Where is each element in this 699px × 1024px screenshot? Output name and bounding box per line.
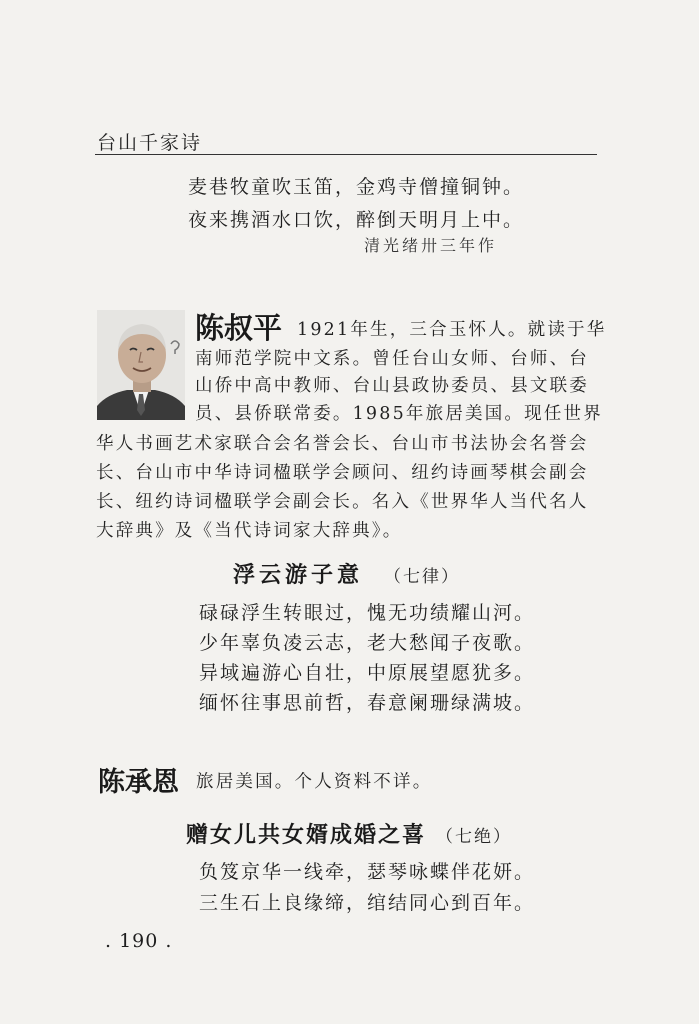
poet1-bio-line-8: 大辞典》及《当代诗词家大辞典》。 xyxy=(96,521,403,541)
prev-poem-line-2: 夜来携酒水口饮，醉倒天明月上中。 xyxy=(188,209,525,231)
poem1-line-4: 缅怀往事思前哲，春意阑珊绿满坡。 xyxy=(199,692,536,714)
poet1-bio-line-5: 华人书画艺术家联合会名誉会长、台山市书法协会名誉会 xyxy=(96,434,589,454)
poem1-line-3: 异域遍游心自壮，中原展望愿犹多。 xyxy=(199,662,536,684)
poem-form-qilv: （七律） xyxy=(384,567,460,587)
poem1-line-1: 碌碌浮生转眼过，愧无功绩耀山河。 xyxy=(199,602,536,624)
header-rule xyxy=(95,154,597,155)
poem-title-wedding: 赠女儿共女婿成婚之喜 xyxy=(186,823,427,848)
poem-form-qijue: （七绝） xyxy=(436,827,512,847)
poet1-bio-line-4: 员、县侨联常委。1985年旅居美国。现任世界 xyxy=(195,404,603,424)
poet-name-chen-chengen: 陈承恩 xyxy=(98,767,179,798)
poem2-line-2: 三生石上良缘缔，绾结同心到百年。 xyxy=(199,892,536,914)
running-header: 台山千家诗 xyxy=(97,132,203,154)
prev-poem-line-1: 麦巷牧童吹玉笛，金鸡寺僧撞铜钟。 xyxy=(188,176,525,198)
poet2-bio: 旅居美国。个人资料不详。 xyxy=(196,772,433,792)
poet1-bio-line-3: 山侨中高中教师、台山县政协委员、县文联委 xyxy=(195,376,589,396)
prev-poem-note: 清光绪卅三年作 xyxy=(364,236,498,255)
poet1-bio-line-2: 南师范学院中文系。曾任台山女师、台师、台 xyxy=(195,349,589,369)
poet-portrait-photo xyxy=(97,310,185,420)
poem1-line-2: 少年辜负凌云志，老大愁闻子夜歌。 xyxy=(199,632,536,654)
poet1-bio-line-7: 长、纽约诗词楹联学会副会长。名入《世界华人当代名人 xyxy=(96,492,589,512)
poem2-line-1: 负笈京华一线牵，瑟琴咏蝶伴花妍。 xyxy=(199,861,536,883)
poet1-bio-line-6: 长、台山市中华诗词楹联学会顾问、纽约诗画琴棋会副会 xyxy=(96,463,589,483)
poem-title-fuyun: 浮云游子意 xyxy=(233,563,364,588)
page-number: . 190 . xyxy=(105,930,173,952)
poet-name-chen-shuping: 陈叔平 xyxy=(195,311,283,345)
poet1-bio-line-1: 1921年生，三合玉怀人。就读于华 xyxy=(297,320,607,340)
